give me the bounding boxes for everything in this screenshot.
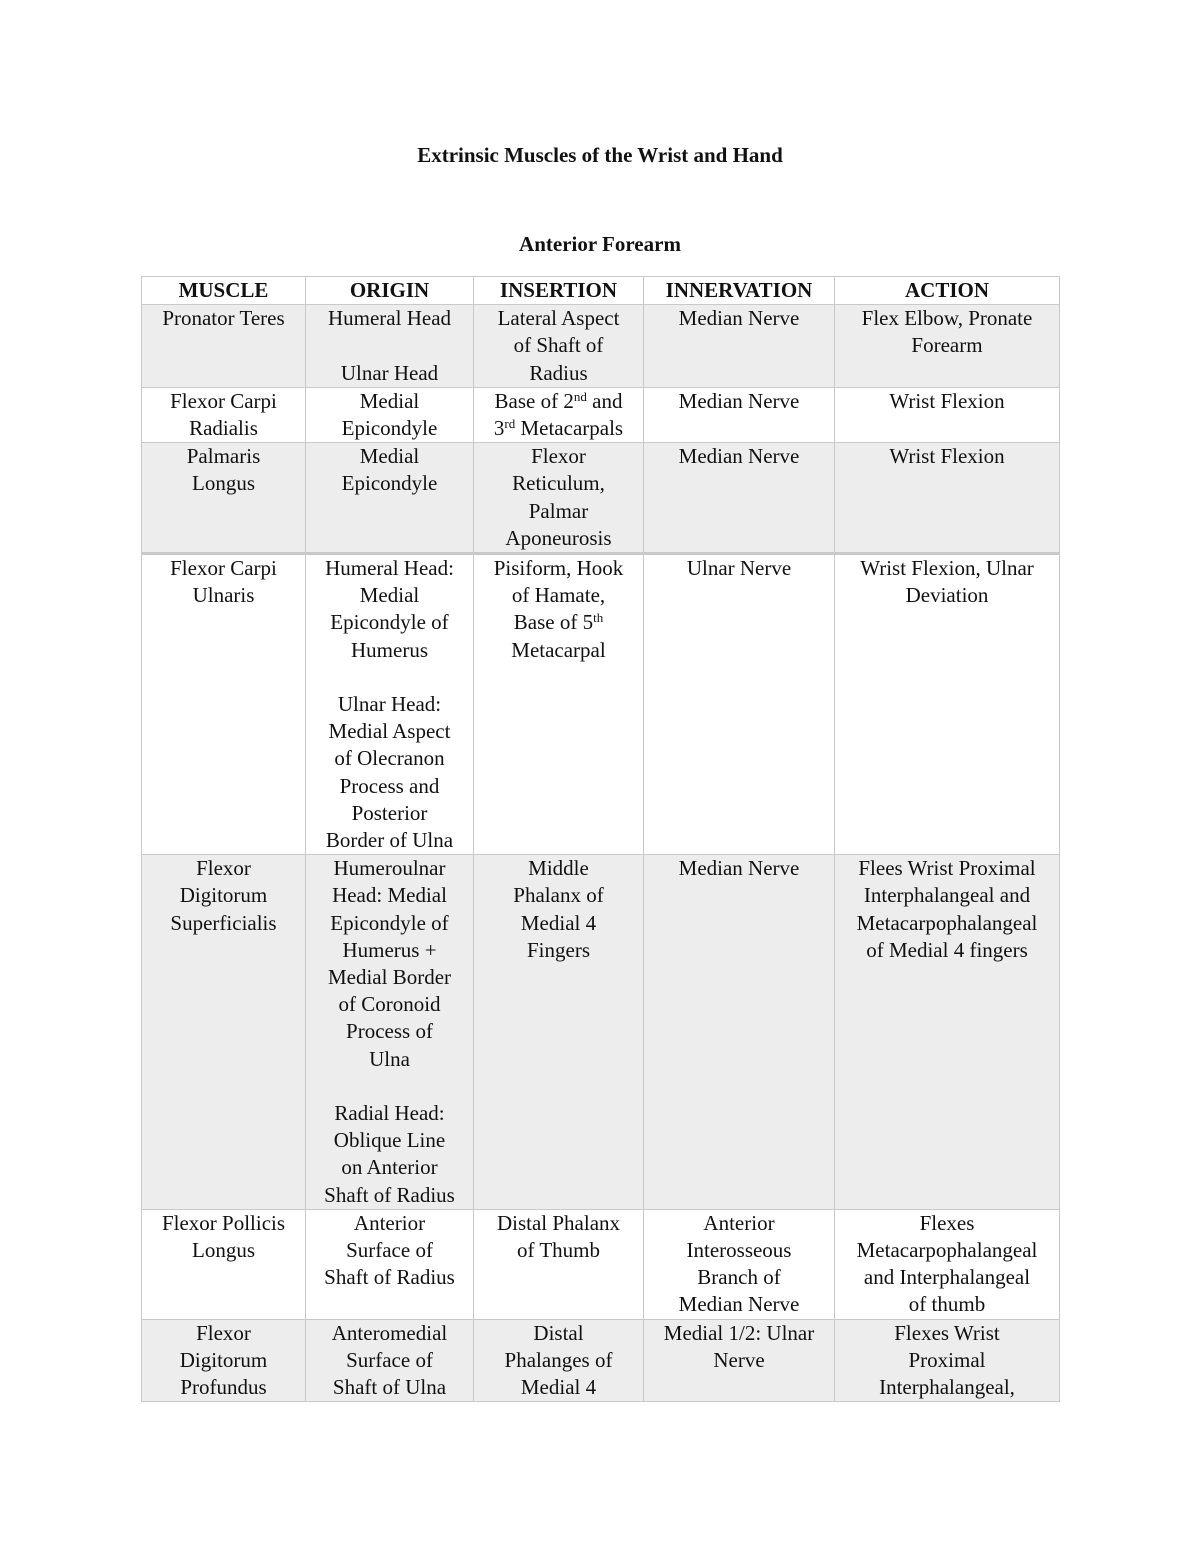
cell-line: Forearm bbox=[911, 333, 983, 358]
cell-line: Humeral Head bbox=[327, 306, 452, 331]
cell-line: Process and bbox=[339, 773, 440, 798]
cell-line: Ulnar Head bbox=[340, 360, 439, 385]
header-action: ACTION bbox=[835, 277, 1060, 305]
cell-line: Ulnar Head: bbox=[337, 692, 442, 717]
cell-line: and Interphalangeal bbox=[863, 1265, 1031, 1290]
cell-line: Radius bbox=[529, 360, 588, 385]
cell-line: Distal bbox=[533, 1320, 584, 1345]
cell-line: Pronator Teres bbox=[162, 306, 285, 331]
cell-line: Epicondyle bbox=[341, 471, 438, 496]
cell-line: Middle bbox=[528, 856, 589, 881]
cell-line: Proximal bbox=[908, 1347, 986, 1372]
text-fragment: and bbox=[586, 388, 623, 413]
action-cell bbox=[835, 1209, 1060, 1319]
cell-line: Flees Wrist Proximal bbox=[858, 856, 1036, 881]
cell-line: Shaft of Ulna bbox=[332, 1375, 447, 1400]
cell-line: Radial Head: bbox=[334, 1101, 445, 1126]
cell-line: Process of bbox=[346, 1019, 433, 1044]
insertion-cell bbox=[474, 554, 644, 855]
cell-line: Humerus bbox=[351, 637, 428, 662]
muscle-cell bbox=[142, 387, 306, 442]
cell-line: Median Nerve bbox=[678, 388, 800, 413]
action-cell bbox=[835, 305, 1060, 388]
cell-line: Wrist Flexion bbox=[889, 388, 1005, 413]
header-insertion: INSERTION bbox=[474, 277, 644, 305]
cell-line: Flexor Carpi bbox=[170, 388, 277, 413]
table-row bbox=[142, 855, 1060, 1210]
cell-line: Radialis bbox=[189, 416, 258, 441]
origin-cell bbox=[306, 1319, 474, 1402]
ordinal-suffix: rd bbox=[504, 416, 516, 432]
cell-line: Medial 4 bbox=[520, 1375, 597, 1400]
cell-line: Medial bbox=[359, 444, 420, 469]
cell-line: Anterior bbox=[353, 1210, 426, 1235]
cell-line: Medial Border bbox=[327, 965, 452, 990]
cell-line: Aponeurosis bbox=[505, 525, 612, 550]
cell-line: Flexes Wrist bbox=[894, 1320, 1000, 1345]
ordinal-suffix: th bbox=[593, 610, 604, 626]
origin-cell bbox=[306, 554, 474, 855]
cell-line: Median Nerve bbox=[678, 306, 800, 331]
cell-line: Superficialis bbox=[170, 910, 277, 935]
cell-line: Metacarpal bbox=[511, 637, 606, 662]
cell-line: Shaft of Radius bbox=[324, 1182, 455, 1207]
cell-line: Humerus + bbox=[342, 937, 437, 962]
cell-line: Metacarpophalangeal bbox=[856, 910, 1038, 935]
action-cell bbox=[835, 855, 1060, 1210]
section-title: Anterior Forearm bbox=[519, 232, 681, 256]
cell-line: Posterior bbox=[351, 800, 428, 825]
table-row bbox=[142, 1319, 1060, 1402]
action-cell bbox=[835, 387, 1060, 442]
cell-line: Medial 4 bbox=[520, 910, 597, 935]
cell-line: of Shaft of bbox=[513, 333, 604, 358]
cell-line: Flexor bbox=[531, 444, 586, 469]
cell-line bbox=[311, 332, 468, 359]
cell-line: Flexor Pollicis bbox=[161, 1210, 286, 1235]
document-title: Extrinsic Muscles of the Wrist and Hand bbox=[417, 143, 783, 167]
cell-line: Humeral Head: bbox=[325, 556, 454, 581]
cell-line: Reticulum, bbox=[512, 471, 605, 496]
muscles-table bbox=[141, 276, 1060, 1402]
cell-line: Flexor bbox=[196, 856, 251, 881]
muscle-cell bbox=[142, 305, 306, 388]
cell-line: Palmar bbox=[528, 498, 589, 523]
text-fragment: 3 bbox=[493, 416, 505, 441]
cell-line: Distal Phalanx bbox=[496, 1210, 621, 1235]
muscle-cell bbox=[142, 1319, 306, 1402]
cell-line: Longus bbox=[192, 1238, 255, 1263]
cell-line: Medial bbox=[359, 388, 420, 413]
insertion-cell bbox=[474, 855, 644, 1210]
cell-line: Longus bbox=[192, 471, 255, 496]
cell-line: Ulna bbox=[369, 1046, 410, 1071]
cell-line: Phalanx of bbox=[513, 883, 604, 908]
text-fragment: Metacarpals bbox=[515, 416, 624, 441]
muscle-cell bbox=[142, 554, 306, 855]
cell-line: of Hamate, bbox=[511, 583, 606, 608]
cell-line: Ulnar Nerve bbox=[686, 556, 792, 581]
cell-line: Epicondyle bbox=[341, 416, 438, 441]
innervation-cell bbox=[644, 554, 835, 855]
table-row bbox=[142, 305, 1060, 388]
cell-line bbox=[311, 1073, 468, 1100]
cell-line: Shaft of Radius bbox=[324, 1265, 455, 1290]
cell-line: Medial Aspect bbox=[328, 719, 451, 744]
insertion-cell bbox=[474, 387, 644, 442]
cell-line: Flex Elbow, Pronate bbox=[861, 306, 1033, 331]
innervation-cell bbox=[644, 1319, 835, 1402]
insertion-cell bbox=[474, 305, 644, 388]
table-row bbox=[142, 554, 1060, 855]
header-origin: ORIGIN bbox=[306, 277, 474, 305]
header-innervation: INNERVATION bbox=[644, 277, 835, 305]
cell-line: Humeroulnar bbox=[333, 856, 446, 881]
cell-line: Epicondyle of bbox=[330, 610, 449, 635]
cell-line: Nerve bbox=[713, 1347, 765, 1372]
action-cell bbox=[835, 554, 1060, 855]
cell-line: Palmaris bbox=[186, 444, 261, 469]
cell-line: Anterior bbox=[703, 1210, 775, 1235]
cell-line: Flexor bbox=[196, 1320, 251, 1345]
muscle-cell bbox=[142, 855, 306, 1210]
cell-line: Median Nerve bbox=[678, 856, 800, 881]
cell-line: Median Nerve bbox=[678, 1292, 800, 1317]
cell-line: Pisiform, Hook bbox=[493, 556, 624, 581]
origin-cell bbox=[306, 305, 474, 388]
cell-line: Interphalangeal and bbox=[863, 883, 1031, 908]
cell-line: Flexor Carpi bbox=[170, 556, 277, 581]
table-row bbox=[142, 1209, 1060, 1319]
cell-line: Digitorum bbox=[179, 1347, 268, 1372]
cell-line: Wrist Flexion bbox=[889, 444, 1005, 469]
cell-line: of Coronoid bbox=[338, 992, 441, 1017]
cell-line: Epicondyle of bbox=[330, 910, 449, 935]
cell-line bbox=[479, 388, 638, 415]
cell-line: Profundus bbox=[180, 1375, 267, 1400]
cell-line bbox=[479, 609, 638, 636]
cell-line: Branch of bbox=[697, 1265, 781, 1290]
insertion-cell bbox=[474, 1319, 644, 1402]
cell-line: Anteromedial bbox=[331, 1320, 448, 1345]
innervation-cell bbox=[644, 1209, 835, 1319]
action-cell bbox=[835, 1319, 1060, 1402]
cell-line: Wrist Flexion, Ulnar bbox=[860, 556, 1034, 581]
cell-line: of Olecranon bbox=[334, 746, 445, 771]
innervation-cell bbox=[644, 855, 835, 1210]
cell-line: Border of Ulna bbox=[325, 828, 454, 853]
cell-line: Metacarpophalangeal bbox=[856, 1238, 1038, 1263]
muscle-cell bbox=[142, 1209, 306, 1319]
cell-line: Interosseous bbox=[686, 1238, 792, 1263]
insertion-cell bbox=[474, 443, 644, 554]
action-cell bbox=[835, 443, 1060, 554]
origin-cell bbox=[306, 1209, 474, 1319]
cell-line: Head: Medial bbox=[332, 883, 447, 908]
cell-line: Digitorum bbox=[179, 883, 268, 908]
cell-line: Medial bbox=[359, 583, 420, 608]
origin-cell bbox=[306, 387, 474, 442]
cell-line: of Medial 4 fingers bbox=[866, 937, 1028, 962]
cell-line: Surface of bbox=[346, 1347, 433, 1372]
cell-line: Phalanges of bbox=[504, 1347, 613, 1372]
cell-line: Flexes bbox=[919, 1210, 975, 1235]
cell-line: on Anterior bbox=[341, 1155, 438, 1180]
text-fragment: Base of 5 bbox=[513, 610, 594, 635]
innervation-cell bbox=[644, 443, 835, 554]
cell-line bbox=[479, 415, 638, 442]
cell-line: Deviation bbox=[905, 583, 989, 608]
text-fragment: Base of 2 bbox=[494, 388, 574, 413]
cell-line: Ulnaris bbox=[192, 583, 255, 608]
innervation-cell bbox=[644, 387, 835, 442]
ordinal-suffix: nd bbox=[573, 388, 587, 404]
table-row bbox=[142, 387, 1060, 442]
muscle-cell bbox=[142, 443, 306, 554]
cell-line bbox=[311, 664, 468, 691]
table-header-row bbox=[142, 277, 1060, 305]
cell-line: Oblique Line bbox=[333, 1128, 446, 1153]
cell-line: Fingers bbox=[527, 937, 590, 962]
table-row bbox=[142, 443, 1060, 554]
insertion-cell bbox=[474, 1209, 644, 1319]
cell-line: of Thumb bbox=[516, 1238, 601, 1263]
cell-line: Surface of bbox=[346, 1238, 433, 1263]
origin-cell bbox=[306, 443, 474, 554]
cell-line: Median Nerve bbox=[678, 444, 800, 469]
cell-line: of thumb bbox=[908, 1292, 986, 1317]
innervation-cell bbox=[644, 305, 835, 388]
cell-line: Medial 1/2: Ulnar bbox=[663, 1320, 815, 1345]
header-muscle: MUSCLE bbox=[142, 277, 306, 305]
cell-line: Lateral Aspect bbox=[497, 306, 620, 331]
cell-line: Interphalangeal, bbox=[879, 1375, 1015, 1400]
origin-cell bbox=[306, 855, 474, 1210]
